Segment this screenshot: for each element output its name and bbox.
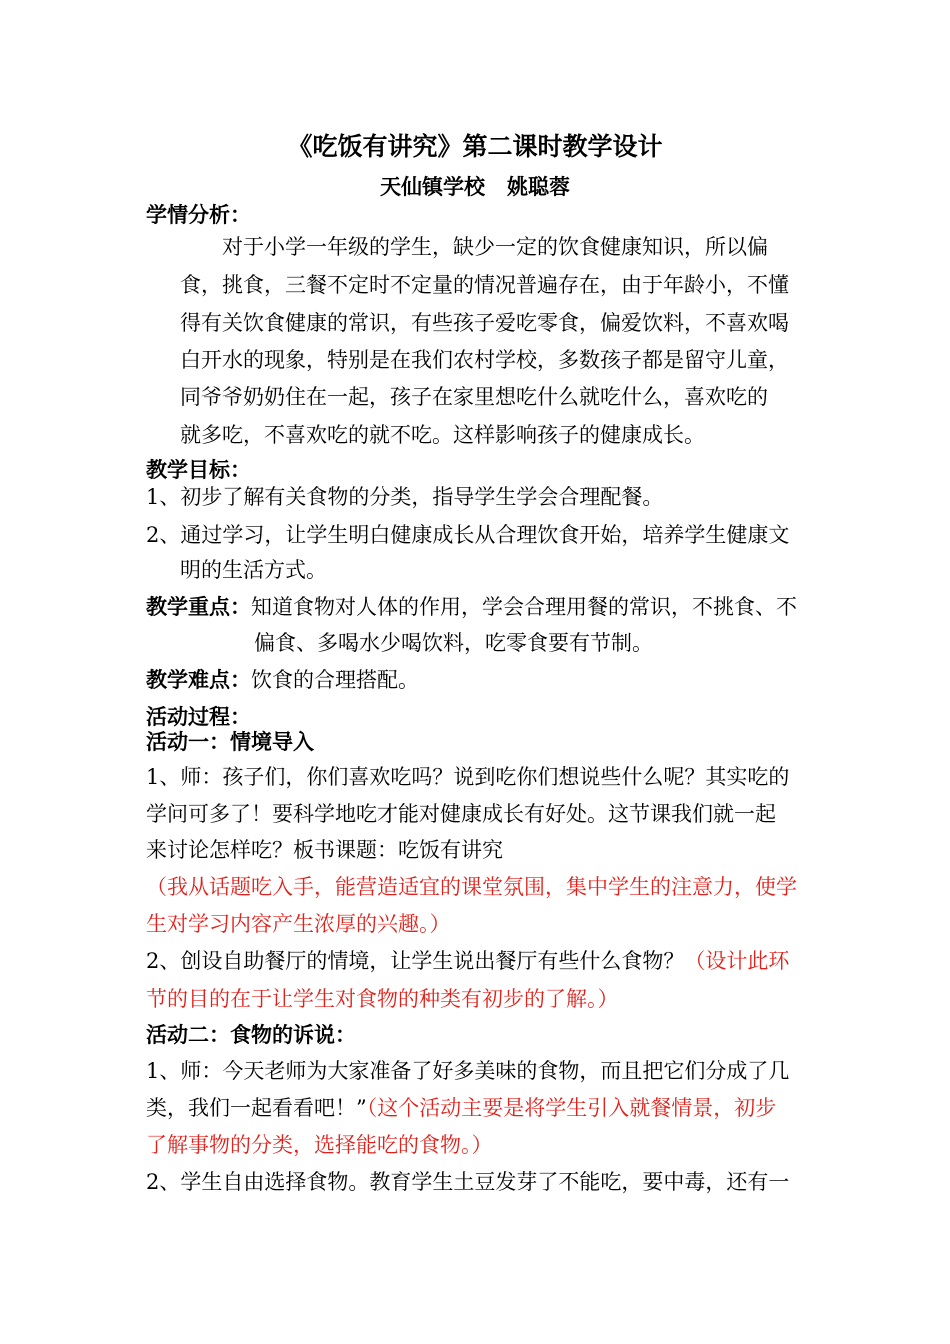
analysis-line: 对于小学一年级的学生，缺少一定的饮食健康知识，所以偏 xyxy=(222,235,768,259)
focus-text: 知道食物对人体的作用，学会合理用餐的常识，不挑食、不 xyxy=(251,595,797,619)
analysis-line: 白开水的现象，特别是在我们农村学校，多数孩子都是留守儿童， xyxy=(180,348,789,372)
design-note: 了解事物的分类，选择能吃的食物。） xyxy=(146,1133,493,1157)
focus-continuation: 偏食、多喝水少喝饮料，吃零食要有节制。 xyxy=(254,631,653,655)
difficulty-heading: 教学难点： xyxy=(146,667,251,692)
process-heading: 活动过程： xyxy=(146,704,251,729)
design-note: （我从话题吃入手，能营造适宜的课堂氛围，集中学生的注意力，使学 xyxy=(146,875,797,899)
school-name: 天仙镇学校 xyxy=(380,174,485,199)
analysis-heading: 学情分析： xyxy=(146,202,251,227)
author-line xyxy=(0,172,950,202)
analysis-line: 得有关饮食健康的常识，有些孩子爱吃零食，偏爱饮料，不喜欢喝 xyxy=(180,311,789,335)
activity2-heading: 活动二：食物的诉说： xyxy=(146,1022,356,1047)
difficulty-text: 饮食的合理搭配。 xyxy=(251,668,419,692)
focus-heading: 教学重点： xyxy=(146,594,251,619)
design-note: 节的目的在于让学生对食物的种类有初步的了解。） xyxy=(146,987,619,1011)
activity1-line: 来讨论怎样吃？板书课题：吃饭有讲究 xyxy=(146,838,503,862)
focus-line xyxy=(146,592,797,622)
goals-heading: 教学目标： xyxy=(146,457,251,482)
goal-item: 2、通过学习，让学生明白健康成长从合理饮食开始，培养学生健康文 xyxy=(146,523,790,547)
document-title: 《吃饭有讲究》第二课时教学设计 xyxy=(287,132,663,161)
design-note-inline: （这个活动主要是将学生引入就餐情景，初步 xyxy=(366,1096,777,1120)
activity1-line: 1、师：孩子们，你们喜欢吃吗？说到吃你们想说些什么呢？其实吃的 xyxy=(146,765,790,789)
analysis-line: 同爷爷奶奶住在一起，孩子在家里想吃什么就吃什么，喜欢吃的 xyxy=(180,385,768,409)
goal-item: 1、初步了解有关食物的分类，指导学生学会合理配餐。 xyxy=(146,485,664,509)
activity2-line-text: 类，我们一起看看吧！” xyxy=(146,1096,367,1120)
activity1-heading: 活动一：情境导入 xyxy=(146,729,314,754)
author-name: 姚聪蓉 xyxy=(507,174,570,199)
analysis-line: 食，挑食，三餐不定时不定量的情况普遍存在，由于年龄小，不懂 xyxy=(180,273,789,297)
activity2-line xyxy=(146,1093,776,1123)
design-note-inline: （设计此环 xyxy=(684,949,790,973)
activity1-item2 xyxy=(146,946,789,976)
activity1-line: 学问可多了！要科学地吃才能对健康成长有好处。这节课我们就一起 xyxy=(146,802,776,826)
design-note: 生对学习内容产生浓厚的兴趣。） xyxy=(146,912,451,936)
activity2-line: 2、学生自由选择食物。教育学生土豆发芽了不能吃，要中毒，还有一 xyxy=(146,1170,790,1194)
analysis-line: 就多吃，不喜欢吃的就不吃。这样影响孩子的健康成长。 xyxy=(180,423,705,447)
difficulty-line xyxy=(146,665,419,695)
activity2-line: 1、师：今天老师为大家准备了好多美味的食物，而且把它们分成了几 xyxy=(146,1059,790,1083)
goal-item-continuation: 明的生活方式。 xyxy=(180,558,327,582)
activity1-item2-text: 2、创设自助餐厅的情境，让学生说出餐厅有些什么食物？ xyxy=(146,949,685,973)
